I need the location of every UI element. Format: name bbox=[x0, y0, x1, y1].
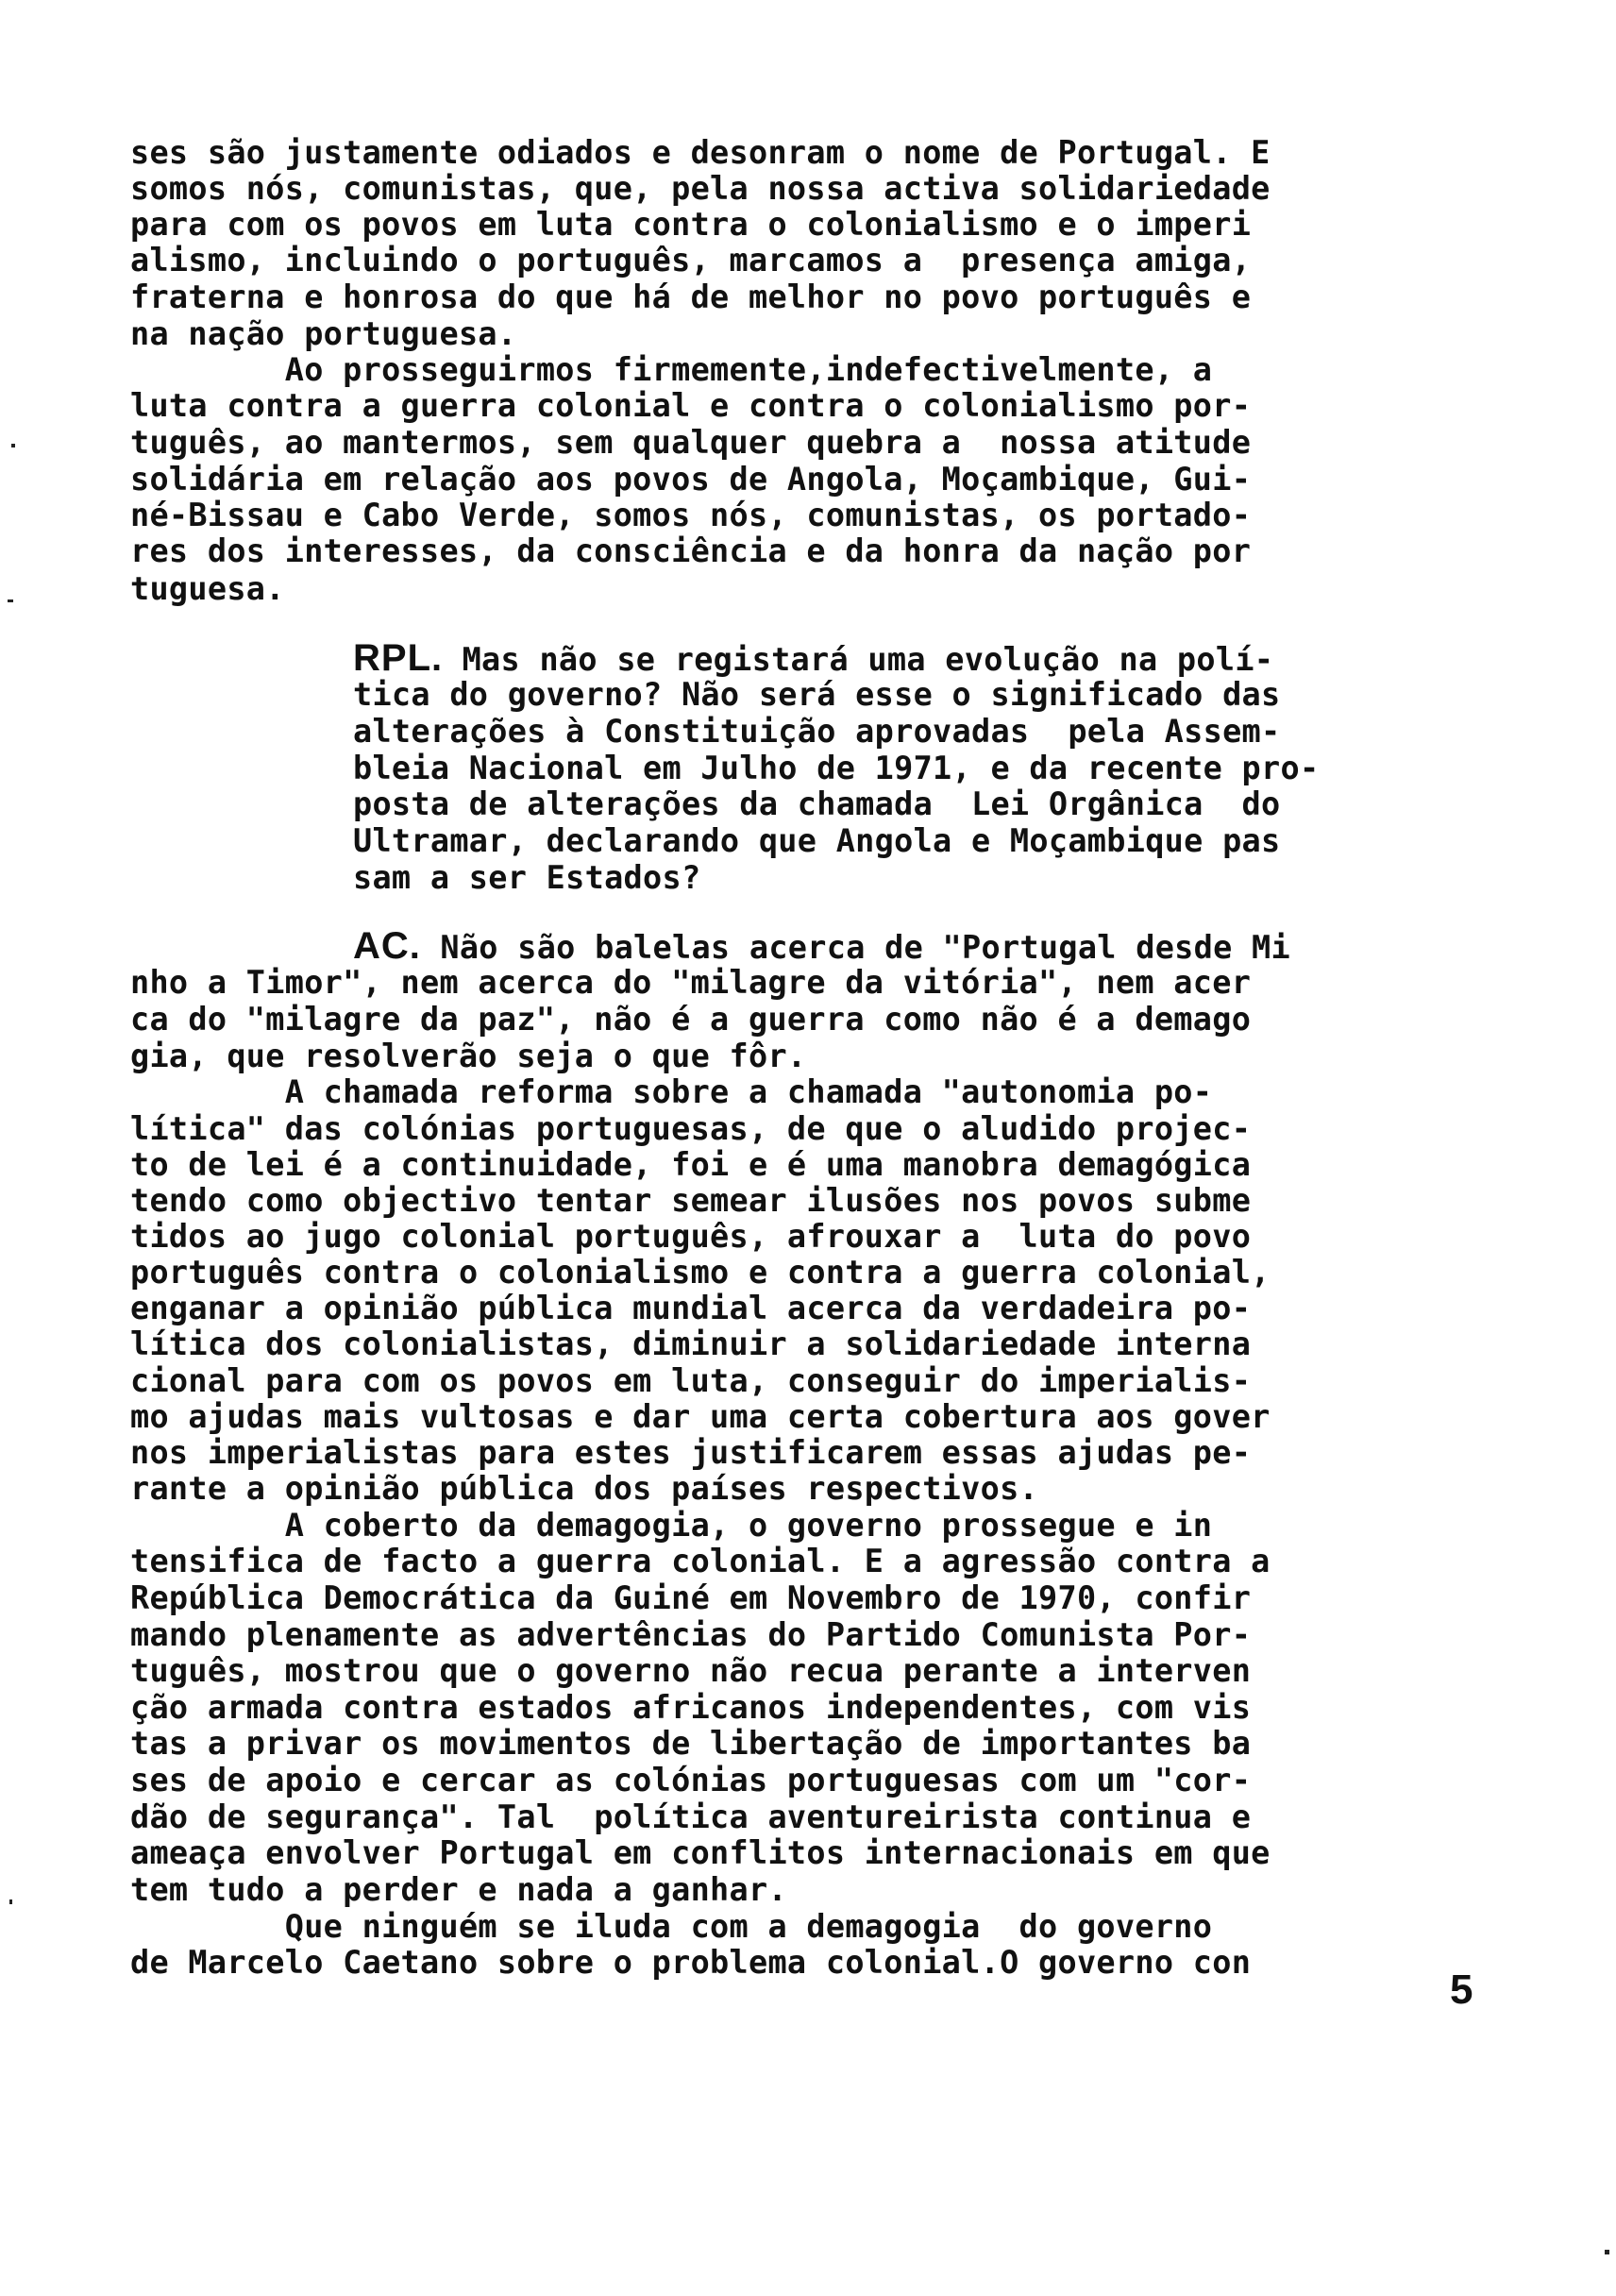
answer-line: A chamada reforma sobre a chamada "autonomia po- bbox=[130, 1073, 1213, 1110]
answer-line: rante a opinião pública dos países respectivos. bbox=[130, 1470, 1039, 1507]
answer-line: mando plenamente as advertências do Partido Comunista Por- bbox=[130, 1616, 1252, 1653]
answer-line: lítica dos colonialistas, diminuir a solidariedade interna bbox=[130, 1325, 1252, 1362]
answer-line: dão de segurança". Tal política aventureirista continua e bbox=[130, 1798, 1252, 1835]
text-line: luta contra a guerra colonial e contra o colonialismo por- bbox=[130, 387, 1252, 424]
answer-line: ameaça envolver Portugal em conflitos internacionais em que bbox=[130, 1834, 1271, 1871]
answer-line: português contra o colonialismo e contra a guerra colonial, bbox=[130, 1254, 1271, 1291]
question-line bbox=[353, 639, 1273, 679]
answer-line: tas a privar os movimentos de libertação de importantes ba bbox=[130, 1725, 1252, 1762]
question-line: bleia Nacional em Julho de 1971, e da recente pro- bbox=[353, 750, 1320, 786]
answer-line: enganar a opinião pública mundial acerca da verdadeira po- bbox=[130, 1290, 1252, 1326]
text-line: tuguês, ao mantermos, sem qualquer quebra a nossa atitude bbox=[130, 424, 1252, 461]
answer-line: lítica" das colónias portuguesas, de que o aludido projec- bbox=[130, 1110, 1252, 1147]
answer-line: tuguês, mostrou que o governo não recua perante a interven bbox=[130, 1652, 1252, 1689]
answer-line: ses de apoio e cercar as colónias portuguesas com um "cor- bbox=[130, 1762, 1252, 1798]
text-line: na nação portuguesa. bbox=[130, 315, 517, 352]
answer-line: nho a Timor", nem acerca do "milagre da vitória", nem acer bbox=[130, 964, 1252, 1001]
answer-line: Que ninguém se iluda com a demagogia do governo bbox=[130, 1908, 1213, 1945]
answer-line: tem tudo a perder e nada a ganhar. bbox=[130, 1871, 787, 1908]
page-number: 5 bbox=[1450, 1967, 1473, 2013]
answer-line: tensifica de facto a guerra colonial. E a agressão contra a bbox=[130, 1543, 1271, 1579]
scan-speck bbox=[11, 444, 15, 447]
question-line: tica do governo? Não será esse o significado das bbox=[353, 676, 1281, 713]
answer-line: República Democrática da Guiné em Novembro de 1970, confir bbox=[130, 1579, 1252, 1616]
text-line: fraterna e honrosa do que há de melhor no povo português e bbox=[130, 279, 1252, 315]
speaker-label-rpl: RPL. bbox=[353, 637, 444, 679]
question-line: alterações à Constituição aprovadas pela Assem- bbox=[353, 713, 1281, 750]
answer-line: mo ajudas mais vultosas e dar uma certa cobertura aos gover bbox=[130, 1398, 1271, 1435]
answer-line: to de lei é a continuidade, foi e é uma manobra demagógica bbox=[130, 1146, 1252, 1183]
answer-line: A coberto da demagogia, o governo prossegue e in bbox=[130, 1507, 1213, 1544]
text-line: né-Bissau e Cabo Verde, somos nós, comunistas, os portado- bbox=[130, 497, 1252, 533]
scan-speck bbox=[1605, 2250, 1609, 2254]
text-line: alismo, incluindo o português, marcamos a presença amiga, bbox=[130, 242, 1252, 279]
answer-line: cional para com os povos em luta, conseguir do imperialis- bbox=[130, 1362, 1252, 1399]
answer-line: gia, que resolverão seja o que fôr. bbox=[130, 1038, 807, 1074]
text-line: para com os povos em luta contra o colonialismo e o imperi bbox=[130, 206, 1252, 243]
question-line: sam a ser Estados? bbox=[353, 859, 701, 896]
answer-line: tidos ao jugo colonial português, afrouxar a luta do povo bbox=[130, 1218, 1252, 1255]
answer-line: tendo como objectivo tentar semear ilusões nos povos subme bbox=[130, 1182, 1252, 1219]
question-line: Ultramar, declarando que Angola e Moçambique pas bbox=[353, 822, 1281, 859]
question-line: posta de alterações da chamada Lei Orgânica do bbox=[353, 785, 1281, 822]
answer-line: nos imperialistas para estes justificarem essas ajudas pe- bbox=[130, 1434, 1252, 1471]
answer-line: ção armada contra estados africanos independentes, com vis bbox=[130, 1689, 1252, 1726]
answer-line: ca do "milagre da paz", não é a guerra como não é a demago bbox=[130, 1001, 1252, 1038]
answer-text: Não são balelas acerca de "Portugal desde Mi bbox=[420, 929, 1290, 966]
text-line: ses são justamente odiados e desonram o nome de Portugal. E bbox=[130, 134, 1271, 171]
scan-speck bbox=[9, 1899, 12, 1904]
text-line: somos nós, comunistas, que, pela nossa activa solidariedade bbox=[130, 170, 1271, 207]
text-line: res dos interesses, da consciência e da honra da nação por bbox=[130, 532, 1252, 569]
question-text: Mas não se registará uma evolução na polí- bbox=[443, 641, 1274, 678]
text-line: tuguesa. bbox=[130, 570, 285, 607]
text-line: Ao prosseguirmos firmemente,indefectivelmente, a bbox=[130, 351, 1213, 388]
text-line: solidária em relação aos povos de Angola, Moçambique, Gui- bbox=[130, 461, 1252, 498]
answer-line: de Marcelo Caetano sobre o problema colonial.O governo con bbox=[130, 1944, 1252, 1981]
speaker-label-ac: AC. bbox=[353, 925, 421, 967]
answer-line bbox=[353, 927, 1290, 967]
scan-speck bbox=[8, 599, 13, 602]
